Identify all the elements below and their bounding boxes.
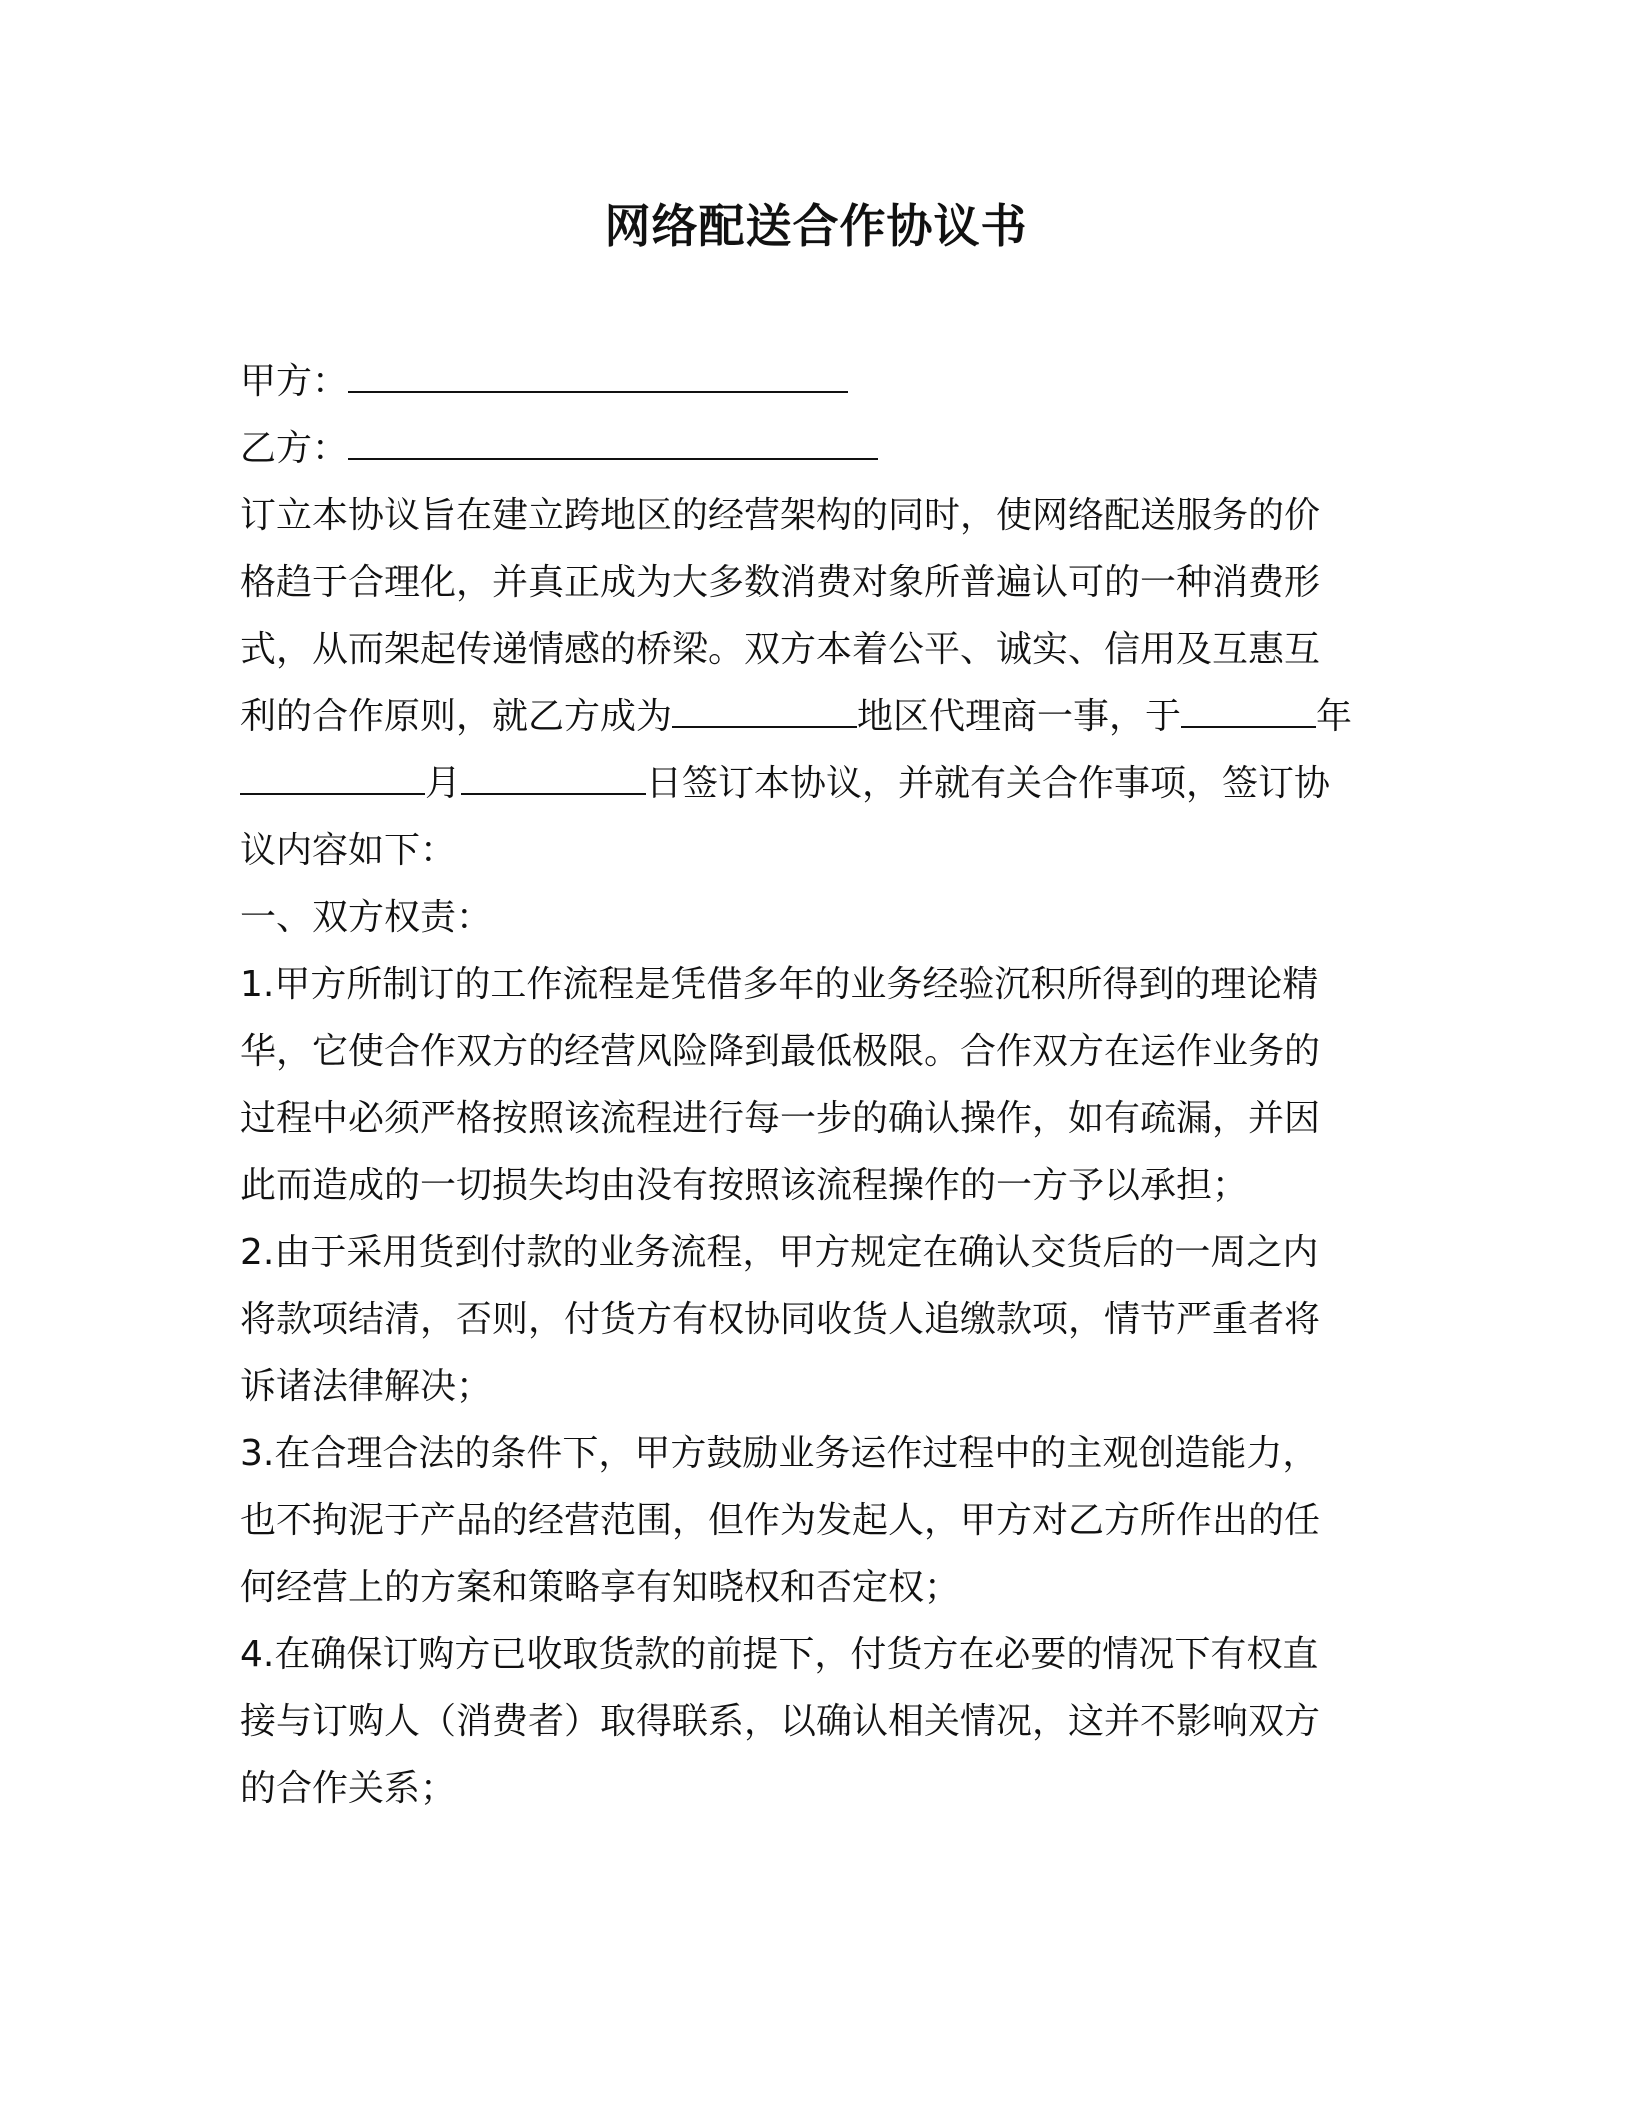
intro-line-4-part-a: 利的合作原则，就乙方成为 (240, 696, 673, 737)
party-b-label: 乙方： (240, 428, 349, 469)
clause-1-line-3: 过程中必须严格按照该流程进行每一步的确认操作，如有疏漏，并因 (240, 1098, 1321, 1139)
intro-line-2: 格趋于合理化，并真正成为大多数消费对象所普遍认可的一种消费形 (240, 562, 1321, 603)
clause-1-line-4: 此而造成的一切损失均由没有按照该流程操作的一方予以承担； (240, 1165, 1249, 1206)
intro-line-1: 订立本协议旨在建立跨地区的经营架构的同时，使网络配送服务的价 (240, 495, 1321, 536)
intro-line-4 (240, 683, 1360, 750)
year-blank (1181, 696, 1316, 728)
intro-line-6: 议内容如下： (240, 830, 457, 871)
clause-3-line-1: 3.在合理合法的条件下，甲方鼓励业务运作过程中的主观创造能力， (240, 1433, 1319, 1474)
month-blank (240, 763, 425, 795)
clause-1-line-2: 华，它使合作双方的经营风险降到最低极限。合作双方在运作业务的 (240, 1031, 1321, 1072)
clause-1-line-1: 1.甲方所制订的工作流程是凭借多年的业务经验沉积所得到的理论精 (240, 964, 1319, 1005)
intro-line-5 (240, 750, 1360, 817)
intro-line-5-part-a: 月 (425, 763, 462, 804)
intro-line-4-part-c: 年 (1316, 696, 1353, 737)
document-body (240, 348, 1360, 1822)
party-b-blank (348, 428, 878, 460)
day-blank (461, 763, 646, 795)
party-a-label: 甲方： (240, 361, 349, 402)
intro-line-4-part-b: 地区代理商一事，于 (857, 696, 1182, 737)
intro-line-3: 式，从而架起传递情感的桥梁。双方本着公平、诚实、信用及互惠互 (240, 629, 1321, 670)
clause-2-line-1: 2.由于采用货到付款的业务流程，甲方规定在确认交货后的一周之内 (240, 1232, 1319, 1273)
party-a-line (240, 348, 1360, 415)
clause-3-line-3: 何经营上的方案和策略享有知晓权和否定权； (240, 1567, 961, 1608)
clause-4-line-3: 的合作关系； (240, 1768, 457, 1809)
document-title: 网络配送合作协议书 (604, 199, 1028, 253)
clause-4-line-1: 4.在确保订购方已收取货款的前提下，付货方在必要的情况下有权直 (240, 1634, 1319, 1675)
intro-line-5-part-b: 日签订本协议，并就有关合作事项，签订协 (646, 763, 1331, 804)
clause-4-line-2: 接与订购人（消费者）取得联系，以确认相关情况，这并不影响双方 (240, 1701, 1321, 1742)
clause-3-line-2: 也不拘泥于产品的经营范围，但作为发起人，甲方对乙方所作出的任 (240, 1500, 1321, 1541)
party-a-blank (348, 361, 848, 393)
clause-2-line-2: 将款项结清，否则，付货方有权协同收货人追缴款项，情节严重者将 (240, 1299, 1321, 1340)
party-b-line (240, 415, 1360, 482)
clause-2-line-3: 诉诸法律解决； (240, 1366, 493, 1407)
section-1-heading: 一、双方权责： (240, 897, 493, 938)
region-blank (672, 696, 857, 728)
